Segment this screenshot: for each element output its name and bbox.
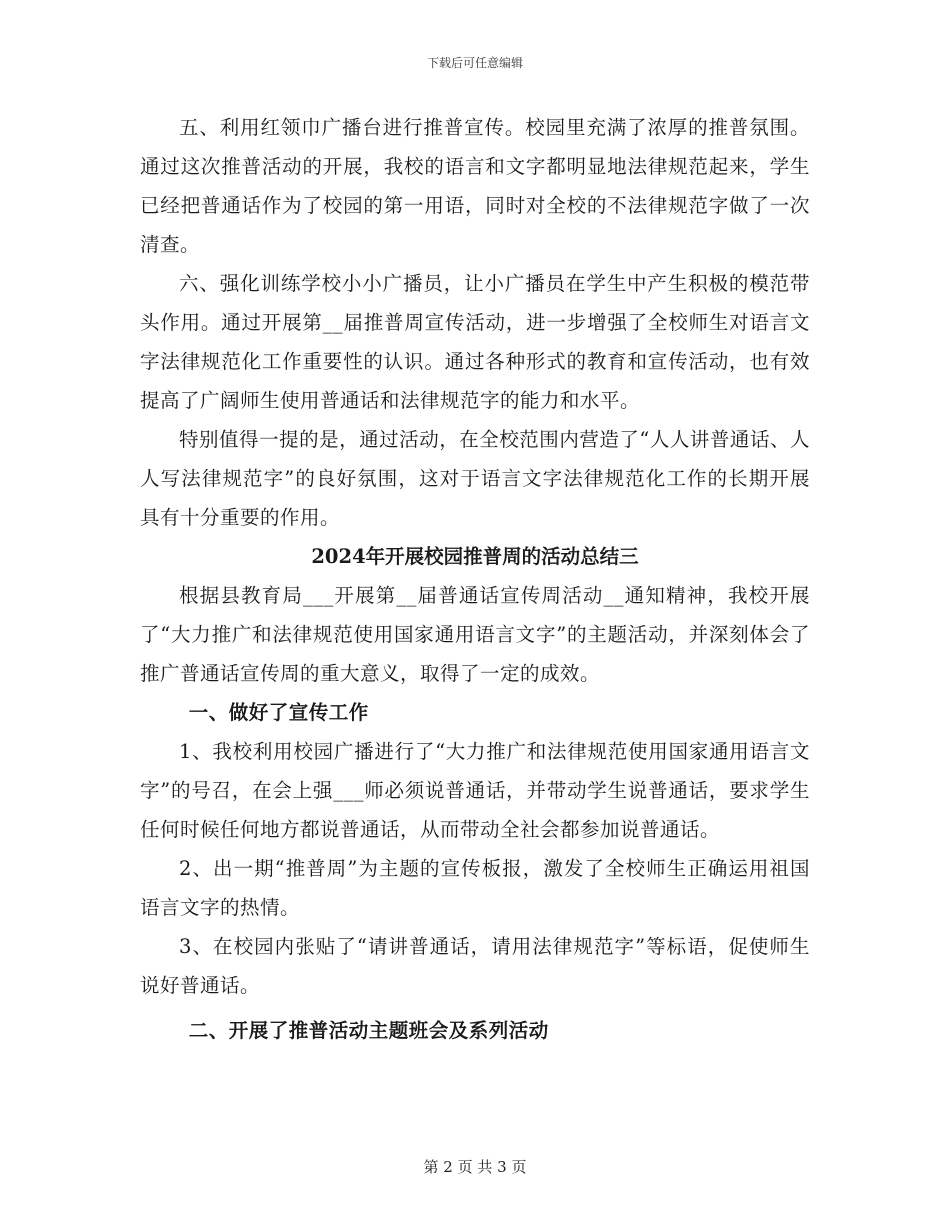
paragraph-six: 六、强化训练学校小小广播员，让小广播员在学生中产生积极的模范带头作用。通过开展第__届推普周宣传活动，进一步增强了全校师生对语言文字法律规范化工作重要性的认识。通过各种形式的教育和宣传活动，也有效提高了广阔师生使用普通话和法律规范字的能力和水平。	[140, 272, 810, 412]
document-body	[140, 108, 810, 1050]
section-intro: 根据县教育局___开展第__届普通话宣传周活动__通知精神，我校开展了“大力推广和法律规范使用国家通用语言文字”的主题活动，并深刻体会了推广普通话宣传周的重大意义，取得了一定的成效。	[140, 584, 810, 685]
paragraph-five: 五、利用红领巾广播台进行推普宣传。校园里充满了浓厚的推普氛围。通过这次推普活动的开展，我校的语言和文字都明显地法律规范起来，学生已经把普通话作为了校园的第一用语，同时对全校的不法律规范字做了一次清查。	[140, 116, 810, 256]
paragraph-special-note: 特别值得一提的是，通过活动，在全校范围内营造了“人人讲普通话、人人写法律规范字”的良好氛围，这对于语言文字法律规范化工作的长期开展具有十分重要的作用。	[140, 428, 810, 529]
header-note: 下载后可任意编辑	[426, 56, 523, 70]
list-item-1: 1、我校利用校园广播进行了“大力推广和法律规范使用国家通用语言文字”的号召，在会上强___师必须说普通话，并带动学生说普通话，要求学生任何时候任何地方都说普通话，从而带动全社会都参加说普通话。	[140, 740, 810, 841]
list-item-2: 2、出一期“推普周”为主题的宣传板报，激发了全校师生正确运用祖国语言文字的热情。	[140, 857, 810, 919]
page-number: 第 2 页 共 3 页	[423, 1158, 527, 1176]
section-title: 2024年开展校园推普周的活动总结三	[311, 545, 639, 568]
list-item-3: 3、在校园内张贴了“请讲普通话，请用法律规范字”等标语，促使师生说好普通话。	[140, 935, 810, 997]
heading-publicity-work: 一、做好了宣传工作	[188, 701, 369, 724]
heading-class-meeting-activities: 二、开展了推普活动主题班会及系列活动	[188, 1019, 549, 1042]
